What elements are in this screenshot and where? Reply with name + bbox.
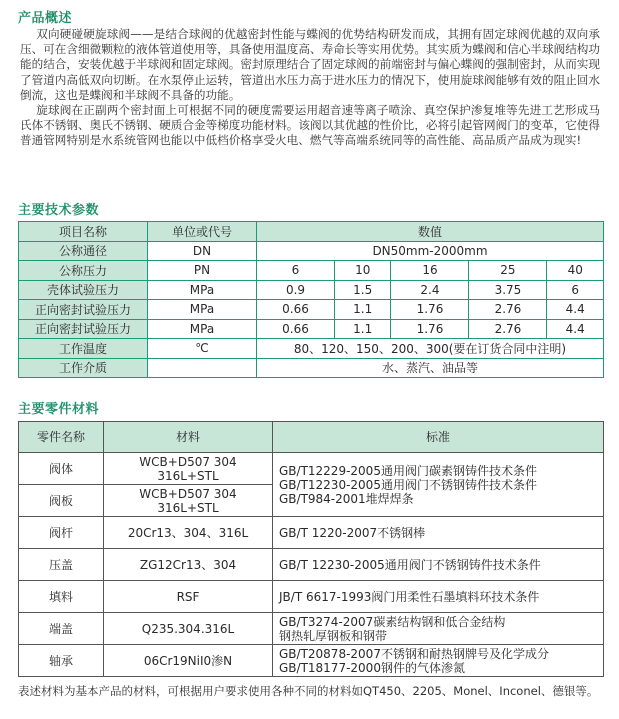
row-unit: MPa bbox=[148, 300, 257, 320]
header-cell: 数值 bbox=[257, 222, 604, 242]
part-material: 06Cr19NiI0渗N bbox=[104, 645, 273, 677]
table-header-row bbox=[19, 422, 604, 453]
header-cell: 标准 bbox=[273, 422, 604, 453]
row-value: 2.76 bbox=[469, 319, 547, 339]
part-material: RSF bbox=[104, 581, 273, 613]
parts-materials-table bbox=[18, 421, 604, 677]
row-value: 1.1 bbox=[334, 319, 391, 339]
table-row bbox=[19, 280, 604, 300]
row-value: 80、120、150、200、300(要在订货合同中注明) bbox=[257, 339, 604, 359]
table-row bbox=[19, 300, 604, 320]
row-value: 2.76 bbox=[469, 300, 547, 320]
row-unit: PN bbox=[148, 261, 257, 281]
row-value: 水、蒸汽、油品等 bbox=[257, 358, 604, 378]
parts-title: 主要零件材料 bbox=[18, 402, 100, 417]
part-material bbox=[104, 485, 273, 517]
row-name: 正向密封试验压力 bbox=[19, 319, 148, 339]
part-standard: JB/T 6617-1993阀门用柔性石墨填料环技术条件 bbox=[273, 581, 604, 613]
row-name: 工作温度 bbox=[19, 339, 148, 359]
material-line: 316L+STL bbox=[157, 468, 219, 483]
header-cell: 材料 bbox=[104, 422, 273, 453]
part-material bbox=[104, 453, 273, 485]
row-unit: MPa bbox=[148, 319, 257, 339]
row-value: 3.75 bbox=[469, 280, 547, 300]
row-name: 正向密封试验压力 bbox=[19, 300, 148, 320]
header-cell: 单位或代号 bbox=[148, 222, 257, 242]
part-name: 阀杆 bbox=[19, 517, 104, 549]
part-standard: GB/T 12230-2005通用阀门不锈钢铸件技术条件 bbox=[273, 549, 604, 581]
part-standard bbox=[273, 453, 604, 517]
row-unit: DN bbox=[148, 241, 257, 261]
material-line: 316L+STL bbox=[157, 500, 219, 515]
part-material: Q235.304.316L bbox=[104, 613, 273, 645]
table-row bbox=[19, 549, 604, 581]
table-row bbox=[19, 261, 604, 281]
row-value: 4.4 bbox=[547, 300, 604, 320]
tech-title: 主要技术参数 bbox=[18, 203, 100, 218]
overview-text bbox=[20, 27, 600, 149]
row-unit: ℃ bbox=[148, 339, 257, 359]
row-name: 壳体试验压力 bbox=[19, 280, 148, 300]
row-name: 公称压力 bbox=[19, 261, 148, 281]
row-value: 1.76 bbox=[391, 319, 469, 339]
row-unit bbox=[148, 358, 257, 378]
part-material: ZG12Cr13、304 bbox=[104, 549, 273, 581]
standard-line: 钢热轧厚钢板和钢带 bbox=[279, 628, 388, 643]
row-value: 16 bbox=[391, 261, 469, 281]
row-name: 公称通径 bbox=[19, 241, 148, 261]
part-name: 阀体 bbox=[19, 453, 104, 485]
part-name: 轴承 bbox=[19, 645, 104, 677]
row-unit: MPa bbox=[148, 280, 257, 300]
row-value: 1.5 bbox=[334, 280, 391, 300]
part-standard: GB/T 1220-2007不锈钢棒 bbox=[273, 517, 604, 549]
material-line: WCB+D507 304 bbox=[139, 486, 237, 501]
table-row bbox=[19, 613, 604, 645]
table-row bbox=[19, 645, 604, 677]
table-row bbox=[19, 517, 604, 549]
overview-paragraph-2: 旋球阀在正副两个密封面上可根据不同的硬度需要运用超音速等离子喷涂、真空保护渗复堆等先进工艺形成马氏体不锈钢、奥氏不锈钢、硬质合金等梯度功能材料。该阀以其优越的性价比，必将引起管网阀门的变革，它使得普通管网特别是水系统管网也能以中低档价格享受火电、燃气等高端系统同等的高性能、高品质产品成为现实! bbox=[20, 103, 600, 148]
overview-title: 产品概述 bbox=[18, 11, 73, 26]
part-name: 阀板 bbox=[19, 485, 104, 517]
part-name: 端盖 bbox=[19, 613, 104, 645]
header-cell: 项目名称 bbox=[19, 222, 148, 242]
tech-params-table bbox=[18, 221, 604, 378]
table-row bbox=[19, 339, 604, 359]
row-value: 6 bbox=[547, 280, 604, 300]
standard-line: GB/T18177-2000钢件的气体渗氮 bbox=[279, 660, 465, 675]
row-value: DN50mm-2000mm bbox=[257, 241, 604, 261]
standard-line: GB/T20878-2007不锈钢和耐热钢牌号及化学成分 bbox=[279, 646, 549, 661]
row-value: 1.1 bbox=[334, 300, 391, 320]
overview-paragraph-1: 双向硬碰硬旋球阀——是结合球阀的优越密封性能与蝶阀的优势结构研发而成，其拥有固定球阀优越的双向承压、可在含细微颗粒的液体管道使用等，具备使用温度高、寿命长等实用优势。其实质为蝶阀和信心半球阀结构功能的结合，安装优越于半球阀和固定球阀。密封原理结合了固定球阀的前端密封与偏心蝶阀的强制密封，从而实现了管道内高低双向切断。在水泵停止运转，管道出水压力高于进水压力的情况下，使用旋球阀能够有效的阻止回水倒流，这也是蝶阀和半球阀不具备的功能。 bbox=[20, 27, 600, 102]
table-row bbox=[19, 581, 604, 613]
row-name: 工作介质 bbox=[19, 358, 148, 378]
row-value: 0.66 bbox=[257, 300, 335, 320]
row-value: 6 bbox=[257, 261, 335, 281]
standard-line: GB/T3274-2007碳素结构钢和低合金结构 bbox=[279, 614, 506, 629]
table-header-row bbox=[19, 222, 604, 242]
standard-line: GB/T12229-2005通用阀门碳素钢铸件技术条件 bbox=[279, 463, 537, 478]
row-value: 0.66 bbox=[257, 319, 335, 339]
row-value: 25 bbox=[469, 261, 547, 281]
table-row bbox=[19, 358, 604, 378]
table-row bbox=[19, 319, 604, 339]
header-cell: 零件名称 bbox=[19, 422, 104, 453]
table-row bbox=[19, 453, 604, 485]
row-value: 1.76 bbox=[391, 300, 469, 320]
row-value: 40 bbox=[547, 261, 604, 281]
row-value: 10 bbox=[334, 261, 391, 281]
part-material: 20Cr13、304、316L bbox=[104, 517, 273, 549]
row-value: 0.9 bbox=[257, 280, 335, 300]
material-line: WCB+D507 304 bbox=[139, 454, 237, 469]
standard-line: GB/T12230-2005通用阀门不锈钢铸件技术条件 bbox=[279, 477, 537, 492]
part-standard bbox=[273, 613, 604, 645]
row-value: 4.4 bbox=[547, 319, 604, 339]
footnote: 表述材料为基本产品的材料，可根据用户要求使用各种不同的材料如QT450、2205、Monel、Inconel、德银等。 bbox=[18, 684, 599, 698]
table-row bbox=[19, 241, 604, 261]
part-name: 压盖 bbox=[19, 549, 104, 581]
part-name: 填料 bbox=[19, 581, 104, 613]
row-value: 2.4 bbox=[391, 280, 469, 300]
part-standard bbox=[273, 645, 604, 677]
standard-line: GB/T984-2001堆焊焊条 bbox=[279, 491, 414, 506]
